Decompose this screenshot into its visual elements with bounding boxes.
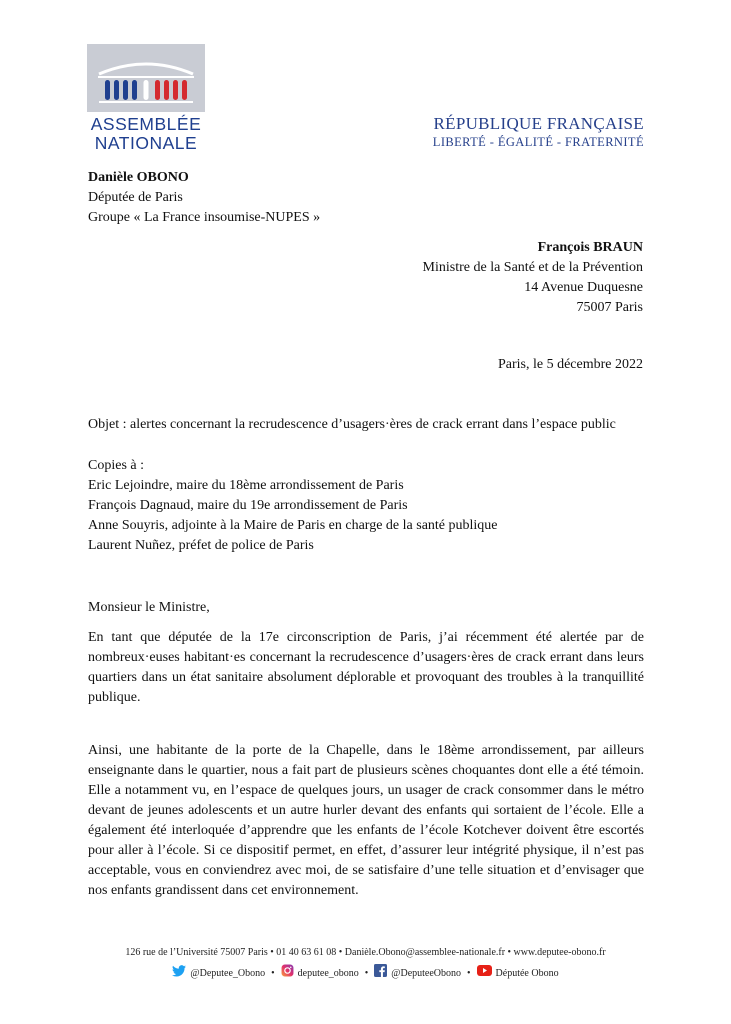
recipient-city: 75007 Paris [576,300,643,315]
copies-item: Laurent Nuñez, préfet de police de Paris [88,538,314,553]
copies-item: Eric Lejoindre, maire du 18ème arrondissement de Paris [88,478,404,493]
facebook-icon [374,964,387,983]
body-paragraph-2: Ainsi, une habitante de la porte de la Chapelle, dans le 18ème arrondissement, par ailleurs enseignante dans le quartier, nous a fait part de plusieurs scènes choquantes dont elle a été témoin. Elle a notamment vu, en l’espace de quelques jours, un usager de crack consommer dans le métro devant de jeunes adolescents et un autre hurler devant des enfants qui sortaient de l’école. Elle a également été interloquée d’apprendre que les enfants de l’école Kotchever doivent être escortés pour aller à l’école. Si ce dispositif permet, en effet, d’assurer leur intégrité physique, il n’est pas acceptable, vous en conviendrez avec moi, de se satisfaire d’une telle situation et d’envisager que nos enfants grandissent dans cet environnement. [88,743,644,898]
republic-motto: LIBERTÉ - ÉGALITÉ - FRATERNITÉ [432,135,644,149]
recipient-block [423,238,643,318]
sender-name: Danièle OBONO [88,170,189,185]
republic-title: RÉPUBLIQUE FRANÇAISE [433,114,644,133]
recipient-name: François BRAUN [537,240,643,255]
instagram-handle: deputee_obono [297,967,359,979]
copies-title: Copies à : [88,458,144,473]
copies-item: Anne Souyris, adjointe à la Maire de Paris en charge de la santé publique [88,518,498,533]
copies-item: François Dagnaud, maire du 19e arrondissement de Paris [88,498,408,513]
letter-subject: Objet : alertes concernant la recrudescence d’usagers·ères de crack errant dans l’espace public [88,417,616,432]
copies-block [88,456,498,556]
footer-separator: • [271,967,275,979]
assemblee-nationale-logo [87,44,205,152]
twitter-icon [172,965,186,983]
youtube-handle: Députée Obono [495,967,559,979]
footer-contact-line: 126 rue de l’Université 75007 Paris • 01 40 63 61 08 • Danièle.Obono@assemblee-nationale.fr • www.deputee-obono.fr [125,947,606,958]
recipient-role: Ministre de la Santé et de la Prévention [422,260,643,275]
hemicycle-icon [95,52,197,106]
facebook-handle: @DeputeeObono [391,967,462,979]
republic-header [433,114,644,150]
sender-role: Députée de Paris [88,190,183,205]
letter-date: Paris, le 5 décembre 2022 [497,357,643,372]
instagram-icon [281,964,294,983]
twitter-handle: @Deputee_Obono [190,967,266,979]
footer-separator: • [467,967,471,979]
recipient-street: 14 Avenue Duquesne [524,280,643,295]
youtube-icon [477,965,492,982]
body-paragraph-1: En tant que députée de la 17e circonscription de Paris, j’ai récemment été alertée par de nombreux·euses habitant·es concernant la recrudescence d’usagers·ères de crack errant dans leurs quartiers dans un état sanitaire absolument déplorable et provoquant des troubles à la tranquillité publique. [88,630,644,705]
logo-text-line1: ASSEMBLÉE [90,114,202,134]
sender-block [88,168,320,228]
sender-group: Groupe « La France insoumise-NUPES » [88,210,321,225]
logo-emblem [87,44,205,112]
letter-footer [0,946,731,983]
footer-social-line [0,964,731,983]
logo-text-line2: NATIONALE [94,133,198,153]
letter-greeting: Monsieur le Ministre, [88,600,210,615]
footer-separator: • [364,967,369,979]
